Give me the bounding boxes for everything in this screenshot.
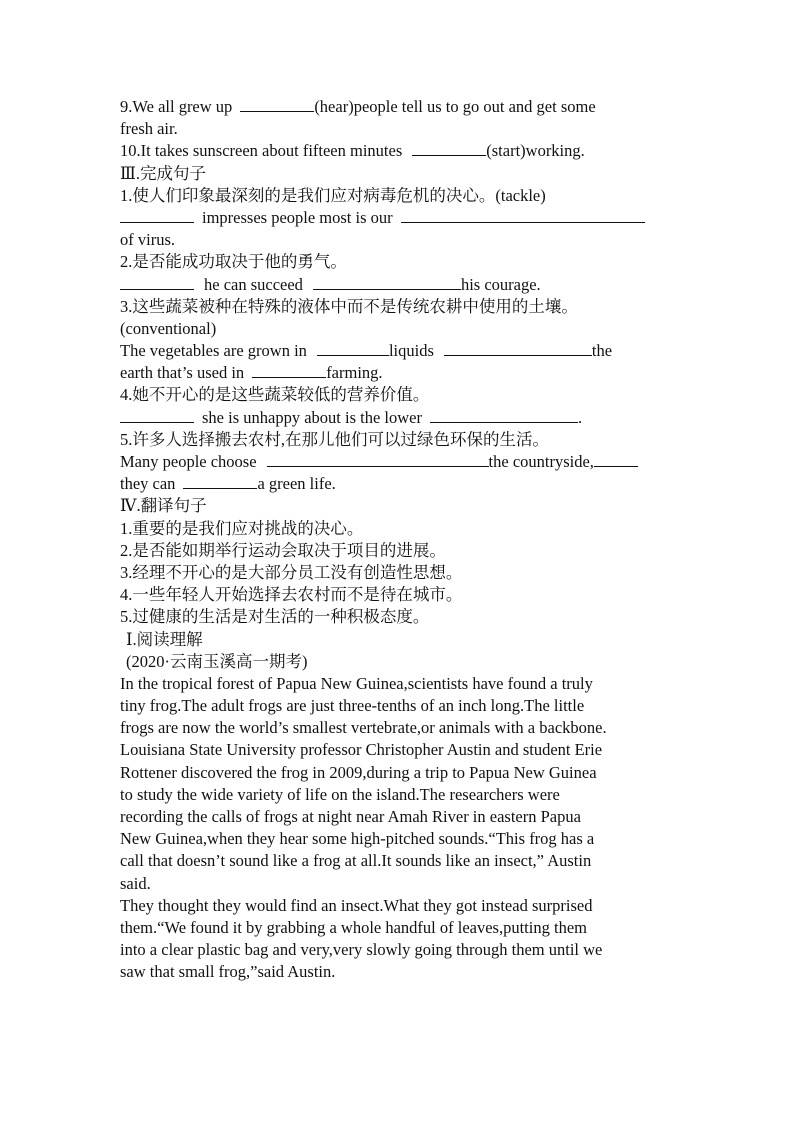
sentence-3-english-line2 [120,362,680,384]
sentence-2-text: he can succeed [204,274,303,294]
sentence-3-text-continued: earth that’s used in [120,363,245,383]
sentence-2-english [120,274,680,296]
sentence-1-chinese: 1.使人们印象最深刻的是我们应对病毒危机的决心。(tackle) [120,185,546,205]
sentence-1-english [120,207,680,229]
translation-item: 3.经理不开心的是大部分员工没有创造性思想。 [120,562,463,582]
section-3-title: Ⅲ.完成句子 [120,163,207,183]
passage-line: recording the calls of frogs at night near Amah River in eastern Papua [120,807,581,826]
answer-blank [120,274,194,290]
passage-line: They thought they would find an insect.What they got instead surprised [120,895,593,915]
passage-line: into a clear plastic bag and very,very slowly going through them until we [120,940,603,960]
sentence-3-text-mid: liquids [388,341,434,361]
question-9-line2 [120,118,680,140]
passage-line: Louisiana State University professor Christopher Austin and student Erie [120,740,603,760]
sentence-5-chinese: 5.许多人选择搬去农村,在那儿他们可以过绿色环保的生活。 [120,429,549,449]
answer-blank [401,207,645,223]
answer-blank [120,207,194,223]
question-10-line [120,140,680,162]
document-page [120,96,680,984]
section-4-title: Ⅳ.翻译句子 [120,496,207,516]
translation-item: 2.是否能如期举行运动会取决于项目的进展。 [120,540,446,560]
answer-blank [313,274,461,290]
answer-blank [430,407,578,423]
sentence-5-text: Many people choose [120,452,257,471]
translation-item: 5.过健康的生活是对生活的一种积极态度。 [120,607,430,627]
passage-line: tiny frog.The adult frogs are just three-tenths of an inch long.The little [120,696,585,716]
sentence-5-text-mid: the countryside, [488,452,594,471]
passage-line: Rottener discovered the frog in 2009,during a trip to Papua New Guinea [120,762,597,782]
question-10-text-start: 10.It takes sunscreen about fifteen minutes [120,141,403,161]
sentence-1-english-end: of virus. [120,230,175,250]
translation-item: 1.重要的是我们应对挑战的决心。 [120,518,364,538]
sentence-4-english [120,407,680,429]
question-9-text-continued: fresh air. [120,119,178,139]
sentence-2-chinese: 2.是否能成功取决于他的勇气。 [120,252,347,272]
sentence-3-chinese: 3.这些蔬菜被种在特殊的液体中而不是传统农耕中使用的土壤。 [120,296,578,316]
reading-source: (2020·云南玉溪高一期考) [126,651,308,671]
sentence-5-english [120,451,680,473]
sentence-4-text: she is unhappy about is the lower [202,407,422,427]
passage-line: to study the wide variety of life on the island.The researchers were [120,784,560,804]
sentence-4-chinese: 4.她不开心的是这些蔬菜较低的营养价值。 [120,385,430,405]
passage-line: call that doesn’t sound like a frog at all.It sounds like an insect,” Austin [120,851,592,871]
sentence-5-text-final: a green life. [257,474,336,494]
translation-item: 4.一些年轻人开始选择去农村而不是待在城市。 [120,585,463,605]
answer-blank [317,340,389,356]
sentence-2-text-end: his courage. [460,274,541,294]
question-9-line1 [120,96,680,118]
passage-line: said. [120,873,151,893]
sentence-3-text-final: farming. [326,363,383,383]
answer-blank [267,451,489,467]
sentence-4-text-end: . [577,407,583,427]
reading-passage [120,673,680,984]
sentence-3-text: The vegetables are grown in [120,341,307,361]
sentence-1-text: impresses people most is our [202,207,393,227]
passage-line: them.“We found it by grabbing a whole handful of leaves,putting them [120,917,587,937]
reading-section-title: Ⅰ.阅读理解 [126,629,203,649]
answer-blank [252,362,326,378]
answer-blank [120,407,194,423]
answer-blank [412,140,486,156]
sentence-3-text-end: the [591,341,613,361]
sentence-5-english-line2 [120,473,680,495]
answer-blank [183,473,257,489]
sentence-3-chinese-hint: (conventional) [120,318,217,338]
passage-line: New Guinea,when they hear some high-pitched sounds.“This frog has a [120,829,595,849]
passage-line: In the tropical forest of Papua New Guinea,scientists have found a truly [120,673,593,693]
passage-line: frogs are now the world’s smallest vertebrate,or animals with a backbone. [120,718,607,738]
question-9-text-end: (hear)people tell us to go out and get some [314,97,596,116]
answer-blank [240,96,314,112]
answer-blank [594,451,638,467]
answer-blank [444,340,592,356]
question-9-text-start: 9.We all grew up [120,97,233,116]
sentence-5-text-continued: they can [120,474,176,494]
sentence-3-english [120,340,680,362]
question-10-text-end: (start)working. [486,141,585,161]
passage-line: saw that small frog,”said Austin. [120,962,336,982]
